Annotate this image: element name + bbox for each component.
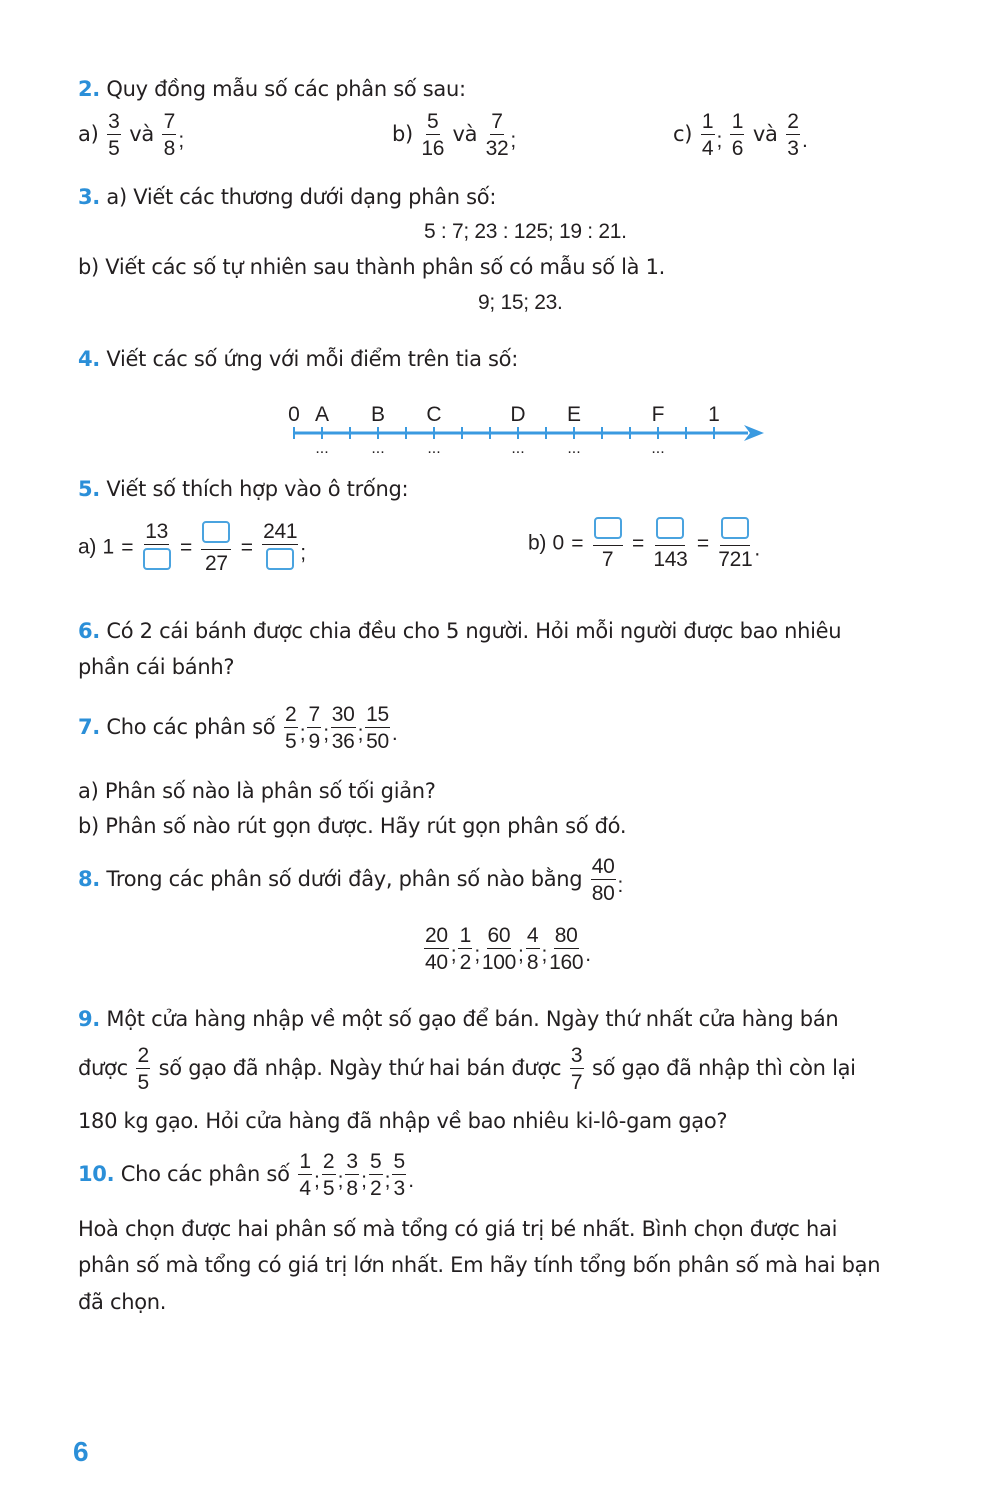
answer-blank: ... (315, 440, 329, 457)
tick-label-end: 1 (708, 403, 720, 426)
q2a-conj: và (129, 122, 154, 146)
fraction: $\frac{5}{16}$ (421, 110, 445, 160)
answer-box[interactable] (266, 548, 294, 570)
answer-blank: ... (567, 440, 581, 457)
q5-part-b: b) 0 = 7 = 143 = 721 . (528, 517, 760, 570)
answer-box[interactable] (594, 517, 622, 539)
fraction: $\frac{1}{6}$ (731, 110, 744, 160)
q8-heading: 8. Trong các phân số dưới đây, phân số nào bằng $\frac{40}{80}$ : (78, 855, 624, 905)
q5a-lhs: 1 (102, 535, 114, 559)
fraction: $\frac{5}{3}$ (393, 1150, 405, 1200)
fraction: $\frac{4}{8}$ (526, 924, 539, 974)
fraction: $\frac{1}{4}$ (701, 110, 714, 160)
q3a-text: a) Viết các thương dưới dạng phân số: (106, 185, 497, 209)
fraction: $\frac{2}{5}$ (137, 1044, 149, 1094)
q3b-values: 9; 15; 23. (478, 291, 563, 314)
q10-number: 10. (78, 1162, 115, 1186)
q10-line1: Hoà chọn được hai phân số mà tổng có giá trị bé nhất. Bình chọn được hai (78, 1217, 838, 1241)
q5-heading (78, 479, 408, 500)
q6-text: Có 2 cái bánh được chia đều cho 5 người. Hỏi mỗi người được bao nhiêu (106, 619, 842, 643)
fraction: 7 (593, 517, 623, 570)
q9-text: Một cửa hàng nhập về một số gạo để bán. Ngày thứ nhất cửa hàng bán (106, 1007, 839, 1031)
answer-blank: ... (651, 440, 665, 457)
q2-part-c: c) $\frac{1}{4}$ ; $\frac{1}{6}$ và $\frac{2}{3}$ . (673, 110, 808, 160)
point-label: A (314, 403, 330, 426)
q8-intro: Trong các phân số dưới đây, phân số nào bằng (106, 867, 583, 891)
fraction: $\frac{1}{4}$ (299, 1150, 311, 1200)
fraction: $\frac{2}{5}$ (322, 1150, 335, 1200)
fraction: $\frac{3}{8}$ (346, 1150, 358, 1200)
q10-line3: đã chọn. (78, 1290, 167, 1314)
q9-number: 9. (78, 1007, 100, 1031)
q5-part-a: a) 1 = 13 = 27 = 241 ; (78, 520, 306, 575)
q7-fractions: $\frac{2}{5}$ ; $\frac{7}{9}$ ; $\frac{30}{36}$ ; $\frac{15}{50}$ . (285, 703, 398, 753)
q6-line2: phần cái bánh? (78, 655, 235, 679)
q2b-conj: và (452, 122, 478, 146)
q6-number: 6. (78, 619, 100, 643)
q3-part-a (78, 187, 496, 208)
point-label: B (370, 403, 386, 426)
fraction: 241 (262, 521, 298, 574)
q4-number: 4. (78, 347, 100, 371)
q10-fractions: $\frac{1}{4}$ ; $\frac{2}{5}$ ; $\frac{3}{8}$ ; $\frac{5}{2}$ ; $\frac{5}{3}$ . (299, 1150, 414, 1200)
q4-title: Viết các số ứng với mỗi điểm trên tia số: (106, 347, 518, 371)
q7-intro: Cho các phân số (106, 715, 276, 739)
fraction: $\frac{80}{160}$ (549, 924, 584, 974)
q2c-label: c) (673, 122, 693, 146)
q3a-values: 5 : 7; 23 : 125; 19 : 21. (424, 220, 627, 243)
q5a-label: a) (78, 535, 97, 559)
q2b-label: b) (392, 122, 413, 146)
fraction: 27 (201, 521, 231, 574)
q2-part-b: b) $\frac{5}{16}$ và $\frac{7}{32}$ ; (392, 110, 516, 160)
q7-part-b: b) Phân số nào rút gọn được. Hãy rút gọn phân số đó. (78, 814, 627, 838)
q6-line1 (78, 621, 841, 642)
point-label: D (510, 403, 526, 426)
q7-number: 7. (78, 715, 100, 739)
answer-box[interactable] (656, 517, 684, 539)
fraction: $\frac{1}{2}$ (459, 924, 471, 974)
fraction: 143 (653, 517, 687, 570)
fraction: 13 (143, 521, 171, 574)
q2-number: 2. (78, 77, 100, 101)
q5b-label: b) (528, 531, 547, 555)
q9-line2: được $\frac{2}{5}$ số gạo đã nhập. Ngày thứ hai bán được $\frac{3}{7}$ số gạo đã nhập thì còn lại (78, 1044, 856, 1094)
page-number: 6 (73, 1436, 89, 1467)
answer-box[interactable] (721, 517, 749, 539)
fraction: $\frac{30}{36}$ (331, 703, 355, 753)
answer-box[interactable] (143, 548, 171, 570)
q2-heading (78, 79, 466, 100)
q5b-lhs: 0 (552, 531, 564, 555)
answer-box[interactable] (202, 521, 230, 543)
fraction: $\frac{40}{80}$ (591, 855, 615, 905)
fraction: $\frac{2}{3}$ (787, 110, 799, 160)
q3-number: 3. (78, 185, 100, 209)
answer-blank: ... (427, 440, 441, 457)
point-label: F (651, 403, 665, 426)
q9-line1 (78, 1009, 838, 1030)
fraction: $\frac{20}{40}$ (425, 924, 448, 974)
fraction: $\frac{7}{9}$ (308, 703, 320, 753)
q2-part-a: a) $\frac{3}{5}$ và $\frac{7}{8}$ ; (78, 110, 184, 160)
q2c-conj: và (752, 122, 778, 146)
tick-label-start: 0 (288, 403, 300, 426)
fraction: $\frac{60}{100}$ (481, 924, 516, 974)
q2-title: Quy đồng mẫu số các phân số sau: (106, 77, 466, 101)
q3b-text: b) Viết các số tự nhiên sau thành phân số có mẫu số là 1. (78, 255, 666, 279)
fraction: $\frac{7}{8}$ (163, 110, 176, 160)
q2a-label: a) (78, 122, 99, 146)
answer-blank: ... (511, 440, 525, 457)
q10-line2: phân số mà tổng có giá trị lớn nhất. Em hãy tính tổng bốn phân số mà hai bạn (78, 1253, 881, 1277)
q8-fractions: $\frac{20}{40}$ ; $\frac{1}{2}$ ; $\frac{60}{100}$ ; $\frac{4}{8}$ ; $\frac{80}{160}$ . (425, 924, 591, 974)
fraction: $\frac{3}{5}$ (108, 110, 120, 160)
point-label: C (426, 403, 442, 426)
fraction: $\frac{15}{50}$ (366, 703, 389, 753)
answer-blank: ... (371, 440, 385, 457)
q7-part-a: a) Phân số nào là phân số tối giản? (78, 779, 436, 803)
q5-title: Viết số thích hợp vào ô trống: (106, 477, 409, 501)
q8-number: 8. (78, 867, 100, 891)
fraction: $\frac{7}{32}$ (485, 110, 509, 160)
q9-line3: 180 kg gạo. Hỏi cửa hàng đã nhập về bao nhiêu ki-lô-gam gạo? (78, 1109, 728, 1133)
fraction: $\frac{2}{5}$ (285, 703, 297, 753)
fraction: 721 (718, 517, 752, 570)
q7-heading (78, 704, 397, 752)
q10-intro: Cho các phân số (120, 1162, 290, 1186)
fraction: $\frac{3}{7}$ (570, 1044, 583, 1094)
fraction: $\frac{5}{2}$ (369, 1150, 382, 1200)
number-line (270, 395, 780, 465)
q4-heading (78, 349, 518, 370)
point-label: E (566, 403, 582, 426)
q5-number: 5. (78, 477, 100, 501)
q10-heading (78, 1151, 414, 1199)
